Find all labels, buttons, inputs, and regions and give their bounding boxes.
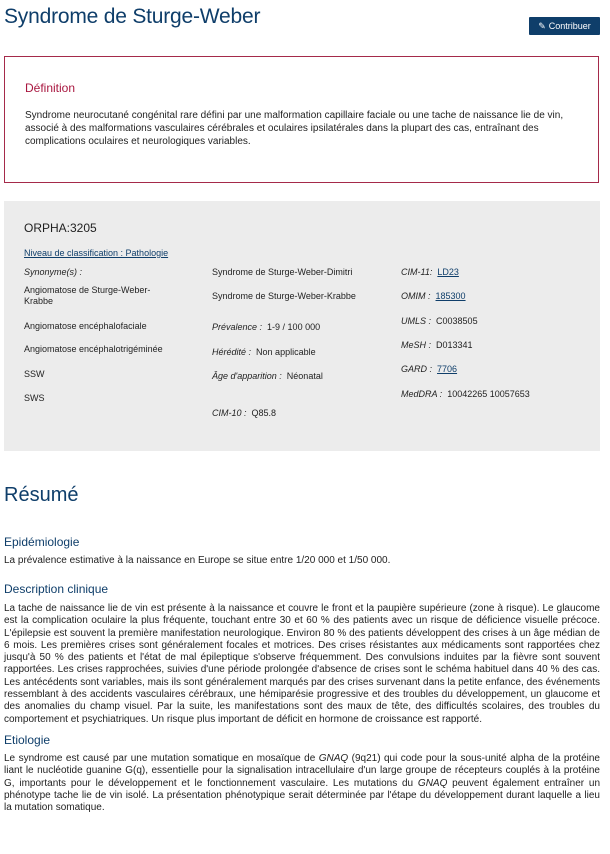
resume-heading: Résumé <box>4 484 79 506</box>
etiologie-part: (9q21) qui code pour la sous-unité alpha de la protéine liant le nucléotide guanine G(q), essentielle pour la signalisation intracellulaire d'un large groupe de récepteurs couplés à la protéine G, importants pour le développement et le fonctionnement vasculaire. Les mutations du <box>4 753 600 789</box>
epidemiologie-heading: Epidémiologie <box>4 535 80 549</box>
meddra-label: MedDRA : <box>401 389 443 399</box>
synonym-item: Angiomatose encéphalofaciale <box>24 321 147 331</box>
omim-label: OMIM : <box>401 291 431 301</box>
heredite-row <box>212 347 316 357</box>
prevalence-label: Prévalence : <box>212 322 263 332</box>
gard-label: GARD : <box>401 364 433 374</box>
omim-row <box>401 291 466 301</box>
omim-link[interactable]: 185300 <box>435 291 466 301</box>
synonym-item: SWS <box>24 393 45 403</box>
meddra-value: 10042265 10057653 <box>447 389 530 399</box>
cim10-label: CIM-10 : <box>212 408 247 418</box>
umls-label: UMLS : <box>401 316 432 326</box>
cim11-link[interactable]: LD23 <box>437 267 459 277</box>
prevalence-row <box>212 322 320 332</box>
classification-link[interactable]: Niveau de classification : Pathologie <box>24 248 169 258</box>
synonym-item: Angiomatose encéphalotrigéminée <box>24 344 163 354</box>
synonyms-label: Synonyme(s) : <box>24 267 83 277</box>
etiologie-heading: Etiologie <box>4 733 51 747</box>
clinique-text: La tache de naissance lie de vin est présente à la naissance et couvre le front et la paupière supérieure (zone à risque). Le glaucome est la complication oculaire la plus fréquente, touchant entre 30 et 60 % des patients avec un risque de déficience visuelle précoce. L'épilepsie est souvent la première manifestation neurologique. Environ 80 % des patients développent des crises à un âge médian de 6 mois. Les premières crises sont généralement focales et motrices. Des crises résistantes aux médicaments sont rapportées chez jusqu'à 50 % des patients et l'état de mal épileptique s'observe fréquemment. Des convulsions induites par la fièvre sont souvent rapportées. Les crises rapprochées, suivies d'une période prolongée d'absence de crises sont le schéma habituel dans 40 % des cas. Les antécédents sont variables, mais ils sont généralement marqués par des crises survenant dans la petite enfance, des événements ressemblant à des accidents vasculaires cérébraux, une hémiparésie progressive et des troubles du développement, un glaucome et des anomalies du champ visuel. Par la suite, les manifestations sont des maux de tête, des difficultés scolaires, des troubles du comportement et psychiatriques. Un risque plus important de déficit en hormone de croissance est rapporté. <box>4 603 600 725</box>
cim10-value: Q85.8 <box>251 408 277 418</box>
age-value: Néonatal <box>286 371 323 381</box>
heredite-value: Non applicable <box>256 347 316 357</box>
mesh-row <box>401 340 473 350</box>
info-panel <box>4 201 600 451</box>
etiologie-part: Le syndrome est causé par une mutation somatique en mosaïque de <box>4 753 319 764</box>
meddra-row <box>401 389 530 399</box>
prevalence-value: 1-9 / 100 000 <box>267 322 321 332</box>
definition-heading: Définition <box>25 81 76 95</box>
pencil-icon: ✎ <box>538 20 546 31</box>
synonym-item: Syndrome de Sturge-Weber-Krabbe <box>212 291 356 301</box>
synonym-item: Syndrome de Sturge-Weber-Dimitri <box>212 267 353 277</box>
age-row <box>212 371 323 381</box>
cim10-row <box>212 408 276 418</box>
synonym-item: Angiomatose de Sturge-Weber-Krabbe <box>24 285 151 306</box>
cim11-row <box>401 267 459 277</box>
contribute-label: Contribuer <box>548 21 591 31</box>
etiologie-text <box>4 753 600 814</box>
gene-name: GNAQ <box>318 753 349 764</box>
umls-value: C0038505 <box>436 316 478 326</box>
epidemiologie-text: La prévalence estimative à la naissance en Europe se situe entre 1/20 000 et 1/50 000. <box>4 555 391 566</box>
contribute-button[interactable] <box>529 17 600 35</box>
page-title: Syndrome de Sturge-Weber <box>4 5 261 28</box>
heredite-label: Hérédité : <box>212 347 252 357</box>
orpha-code: ORPHA:3205 <box>24 221 97 235</box>
gene-name: GNAQ <box>417 777 448 789</box>
gard-row <box>401 364 457 374</box>
age-label: Âge d'apparition : <box>212 371 282 381</box>
cim11-label: CIM-11: <box>401 267 433 277</box>
umls-row <box>401 316 478 326</box>
definition-text: Syndrome neurocutané congénital rare défini par une malformation capillaire faciale ou une tache de naissance lie de vin, associé à des malformations vasculaires cérébrales et oculaires ipsilatérales dans la plupart des cas, entraînant des complications oculaires et neurologiques variables. <box>25 110 564 147</box>
synonym-item: SSW <box>24 369 45 379</box>
definition-box <box>4 56 599 183</box>
clinique-heading: Description clinique <box>4 582 109 596</box>
gard-link[interactable]: 7706 <box>437 364 458 374</box>
mesh-label: MeSH : <box>401 340 432 350</box>
mesh-value: D013341 <box>436 340 473 350</box>
etiologie-part: peuvent également entraîner un phénotype tache lie de vin isolé. La présentation phénotypique serait déterminée par l'étape du développement durant laquelle a lieu la mutation somatique. <box>4 777 601 814</box>
